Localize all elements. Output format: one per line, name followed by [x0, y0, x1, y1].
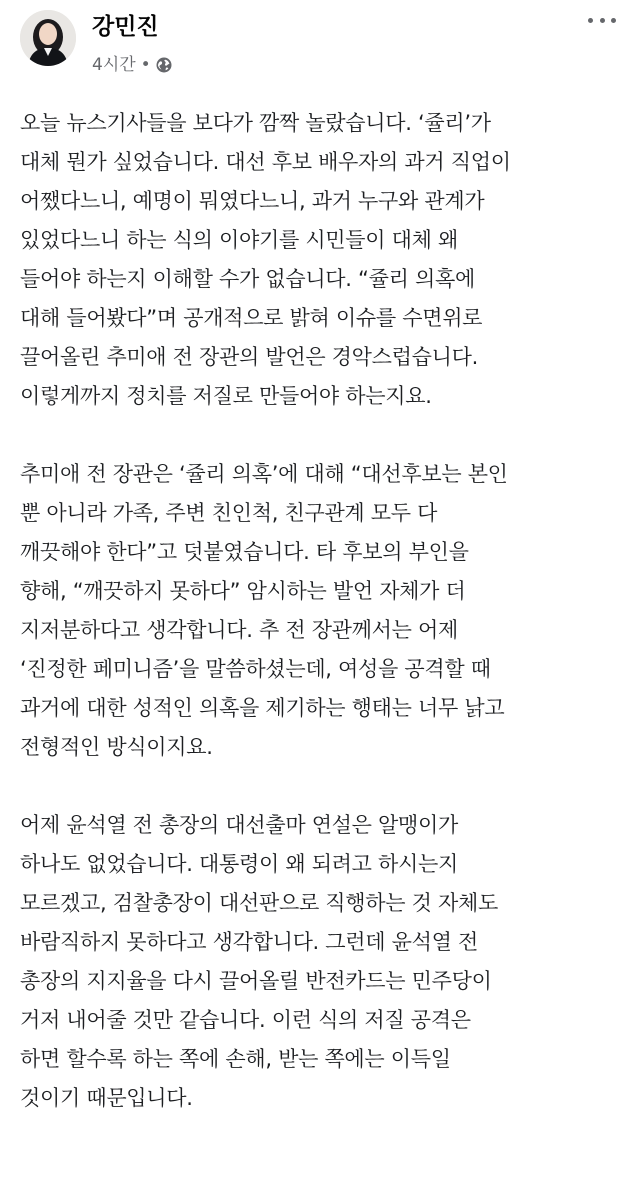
text-line: 전형적인 방식이지요.	[20, 735, 213, 759]
avatar-image	[20, 10, 76, 66]
post-paragraph	[20, 104, 628, 416]
text-line: 모르겠고, 검찰총장이 대선판으로 직행하는 것 자체도	[20, 891, 498, 915]
text-line: ‘진정한 페미니즘’을 말씀하셨는데, 여성을 공격할 때	[20, 657, 491, 681]
text-line: 총장의 지지율을 다시 끌어올릴 반전카드는 민주당이	[20, 969, 492, 993]
text-line: 끌어올린 추미애 전 장관의 발언은 경악스럽습니다.	[20, 345, 478, 369]
text-line: 것이기 때문입니다.	[20, 1086, 193, 1110]
text-line: 하나도 없었습니다. 대통령이 왜 되려고 하시는지	[20, 852, 458, 876]
text-line: 거저 내어줄 것만 같습니다. 이런 식의 저질 공격은	[20, 1008, 471, 1032]
text-line: 이렇게까지 정치를 저질로 만들어야 하는지요.	[20, 384, 432, 408]
text-line: 뿐 아니라 가족, 주변 친인척, 친구관계 모두 다	[20, 501, 438, 525]
post-meta	[92, 54, 172, 76]
post-timestamp[interactable]: 4시간	[92, 55, 136, 75]
text-line: 대체 뭔가 싶었습니다. 대선 후보 배우자의 과거 직업이	[20, 150, 511, 174]
more-horizontal-icon[interactable]	[588, 10, 616, 30]
text-line: 오늘 뉴스기사들을 보다가 깜짝 놀랐습니다. ‘쥴리’가	[20, 111, 491, 135]
post-body	[20, 104, 628, 1157]
post-header	[20, 8, 620, 88]
text-line: 과거에 대한 성적인 의혹을 제기하는 행태는 너무 낡고	[20, 696, 505, 720]
text-line: 추미애 전 장관은 ‘쥴리 의혹’에 대해 “대선후보는 본인	[20, 462, 508, 486]
text-line: 바람직하지 못하다고 생각합니다. 그런데 윤석열 전	[20, 930, 478, 954]
text-line: 지저분하다고 생각합니다. 추 전 장관께서는 어제	[20, 618, 458, 642]
avatar[interactable]	[20, 10, 76, 66]
text-line: 깨끗해야 한다”고 덧붙였습니다. 타 후보의 부인을	[20, 540, 469, 564]
post-paragraph	[20, 455, 628, 767]
text-line: 대해 들어봤다”며 공개적으로 밝혀 이슈를 수면위로	[20, 306, 483, 330]
text-line: 하면 할수록 하는 쪽에 손해, 받는 쪽에는 이득일	[20, 1047, 451, 1071]
text-line: 있었다느니 하는 식의 이야기를 시민들이 대체 왜	[20, 228, 458, 252]
text-line: 어쨌다느니, 예명이 뭐였다느니, 과거 누구와 관계가	[20, 189, 485, 213]
text-line: 어제 윤석열 전 총장의 대선출마 연설은 알맹이가	[20, 813, 458, 837]
post-paragraph	[20, 806, 628, 1118]
author-name[interactable]: 강민진	[92, 14, 159, 40]
globe-icon[interactable]	[156, 57, 172, 73]
text-line: 향해, “깨끗하지 못하다” 암시하는 발언 자체가 더	[20, 579, 466, 603]
meta-separator: •	[140, 55, 151, 75]
text-line: 들어야 하는지 이해할 수가 없습니다. “쥴리 의혹에	[20, 267, 475, 291]
